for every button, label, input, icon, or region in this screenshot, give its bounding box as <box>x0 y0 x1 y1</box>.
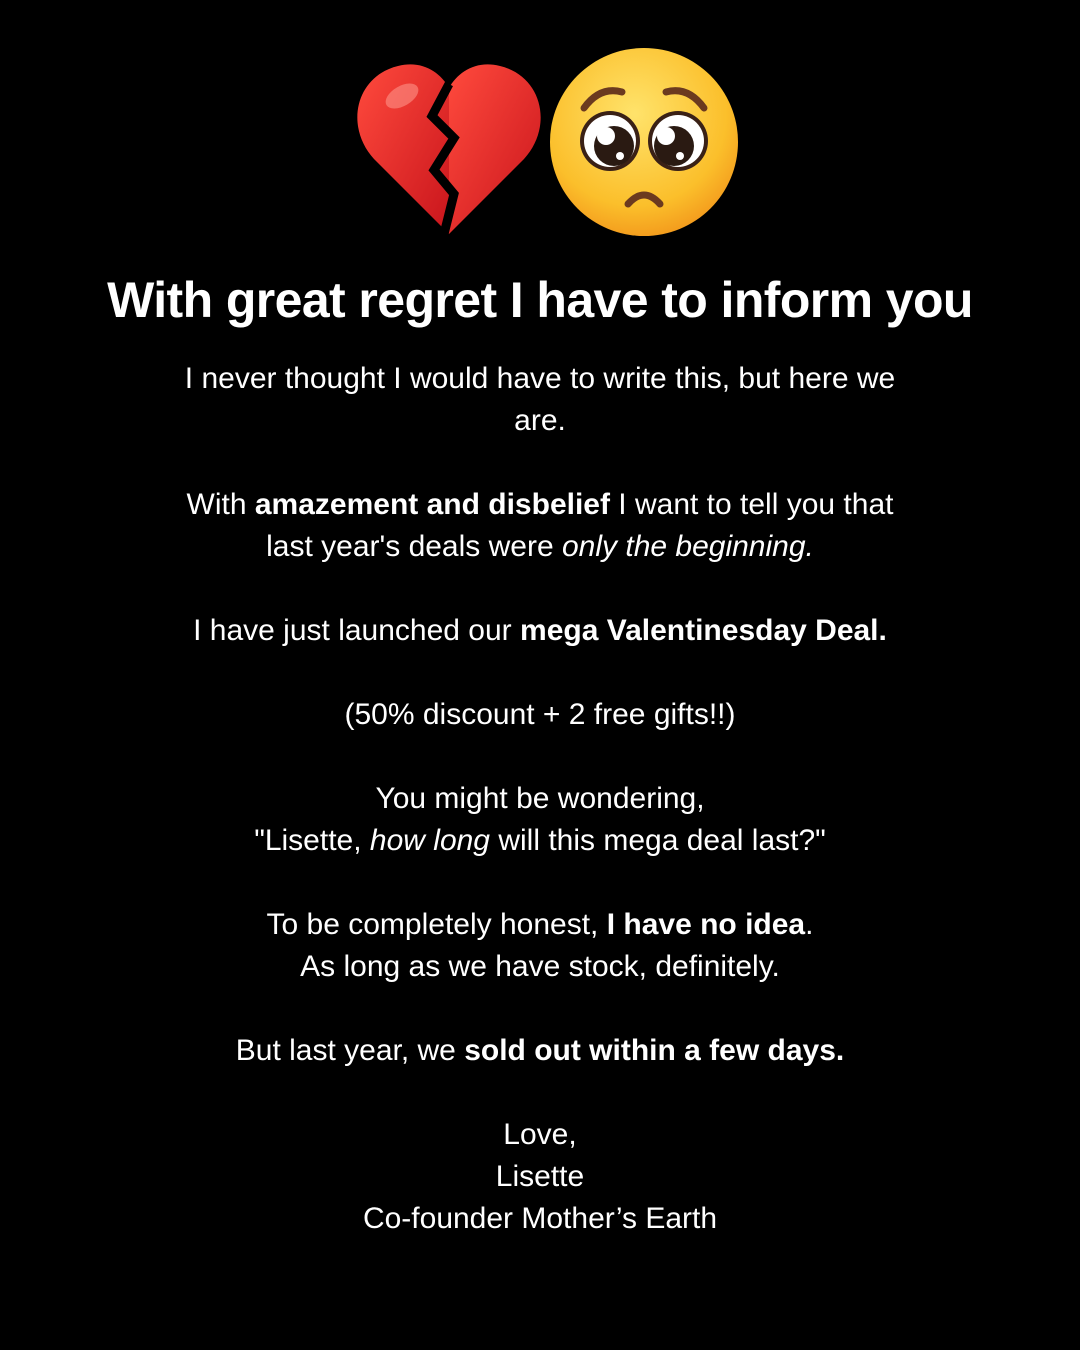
paragraph-honest <box>120 904 960 988</box>
bold-span: sold out within a few days. <box>464 1034 845 1067</box>
signoff-name: Lisette <box>495 1160 585 1193</box>
text-span: But last year, we <box>235 1034 465 1067</box>
paragraph-intro-line1: I never thought I would have to write this, but here we <box>184 362 896 395</box>
paragraph-amazement <box>120 484 960 568</box>
text-span: last year's deals were <box>266 530 562 563</box>
paragraph-intro-line2: are. <box>514 404 566 437</box>
paragraph-amazement-line1 <box>120 484 960 526</box>
signoff-title: Co-founder Mother’s Earth <box>362 1202 718 1235</box>
italic-span: how long <box>369 824 490 857</box>
paragraph-honest-line1 <box>120 904 960 946</box>
bold-span: amazement and disbelief <box>254 488 610 521</box>
pleading-face-icon <box>548 46 740 238</box>
text-span: To be completely honest, <box>266 908 607 941</box>
text-span: With <box>186 488 255 521</box>
paragraph-intro <box>120 358 960 442</box>
broken-heart-icon <box>354 54 544 238</box>
italic-span: only the beginning. <box>561 530 814 563</box>
text-span: will this mega deal last?" <box>490 824 826 857</box>
text-span: I want to tell you that <box>609 488 894 521</box>
message-body <box>120 358 960 1240</box>
headline: With great regret I have to inform you <box>107 272 973 328</box>
paragraph-wondering-line2 <box>120 820 960 862</box>
paragraph-amazement-line2 <box>120 526 960 568</box>
signoff <box>120 1114 960 1240</box>
bold-span: mega Valentinesday Deal. <box>520 614 887 647</box>
paragraph-discount: (50% discount + 2 free gifts!!) <box>344 698 736 731</box>
paragraph-honest-line2: As long as we have stock, definitely. <box>300 950 780 983</box>
emoji-header <box>0 46 1080 241</box>
paragraph-sold-out <box>120 1030 960 1072</box>
signoff-greeting: Love, <box>503 1118 577 1151</box>
text-span: "Lisette, <box>254 824 370 857</box>
paragraph-launch <box>120 610 960 652</box>
paragraph-wondering-line1: You might be wondering, <box>375 782 705 815</box>
bold-span: I have no idea <box>606 908 806 941</box>
text-span: I have just launched our <box>193 614 521 647</box>
paragraph-wondering <box>120 778 960 862</box>
text-span: . <box>805 908 814 941</box>
